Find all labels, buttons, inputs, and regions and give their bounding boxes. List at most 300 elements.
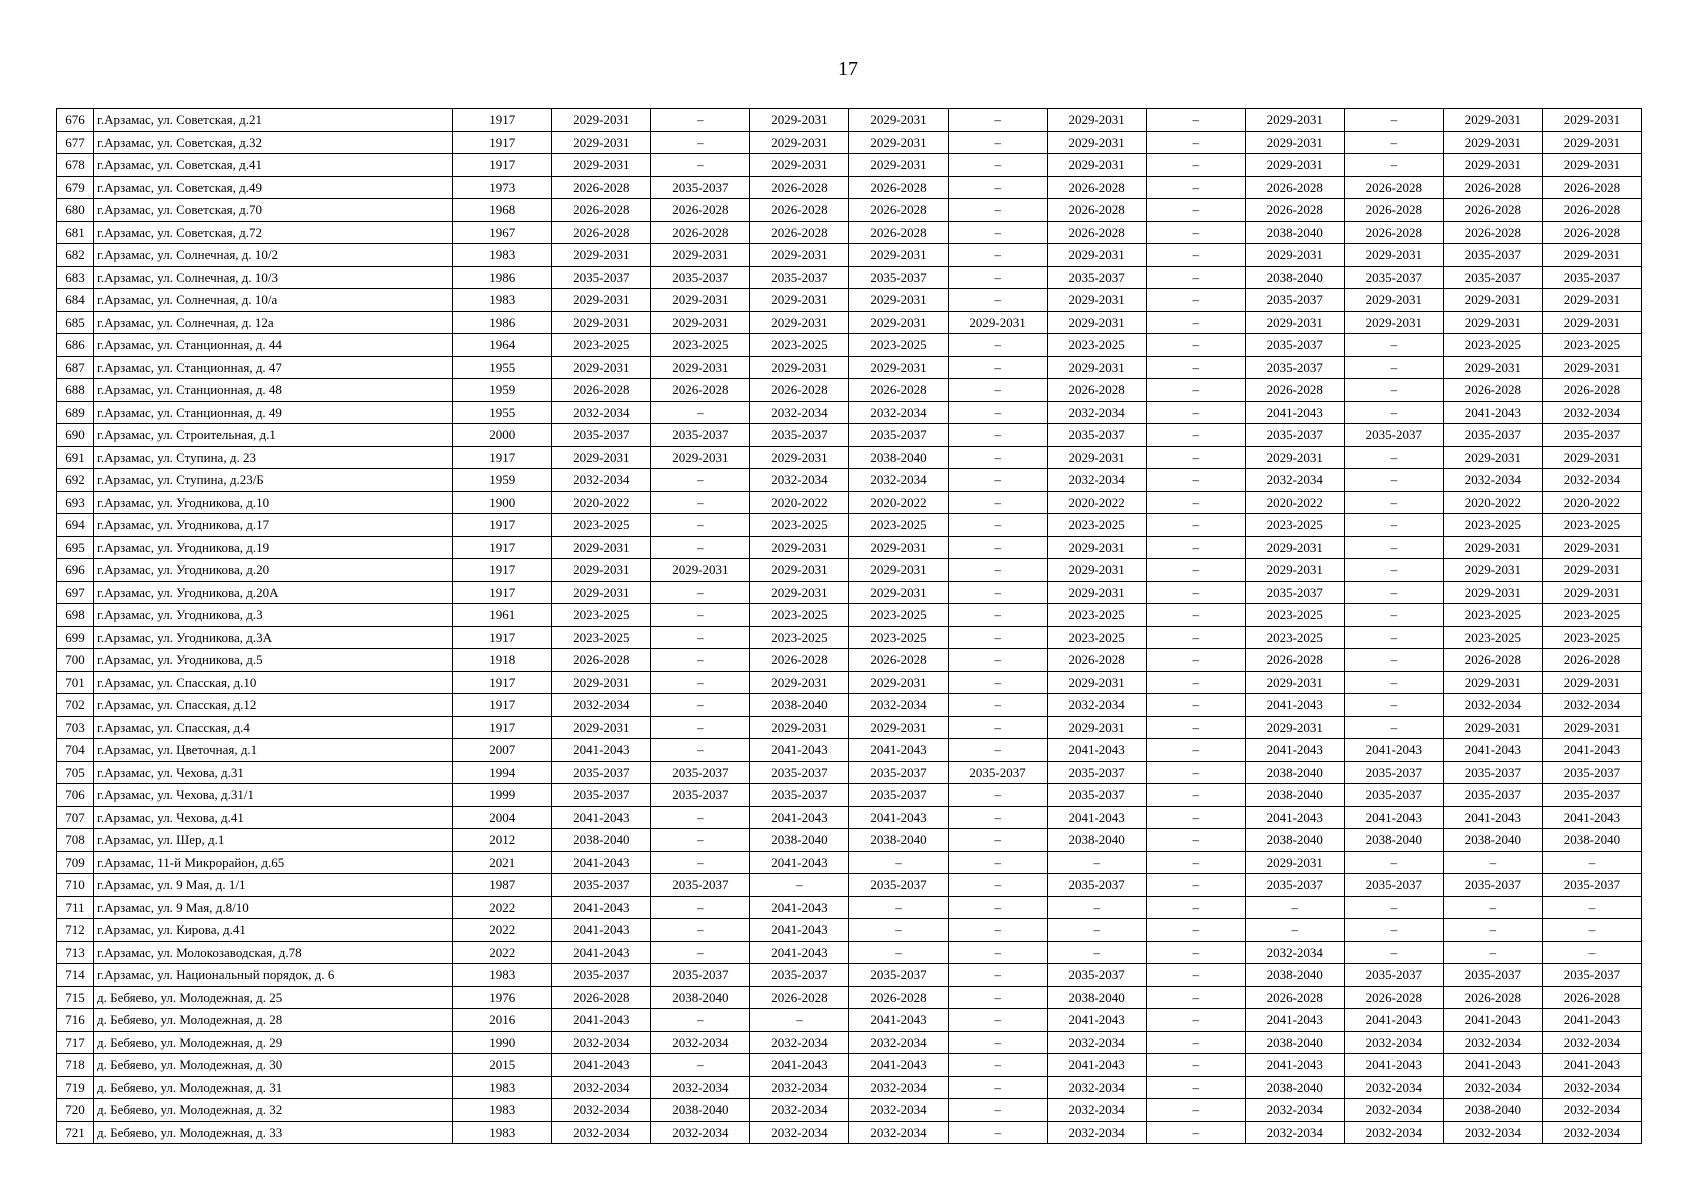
- period-cell: –: [1146, 199, 1245, 222]
- period-cell: 2032-2034: [1047, 1076, 1146, 1099]
- period-cell: 2032-2034: [1443, 1076, 1542, 1099]
- period-cell: 2029-2031: [552, 716, 651, 739]
- table-row: [57, 424, 1642, 447]
- period-cell: 2029-2031: [1542, 356, 1641, 379]
- period-cell: 2026-2028: [651, 379, 750, 402]
- period-cell: –: [1344, 379, 1443, 402]
- period-cell: 2032-2034: [552, 1076, 651, 1099]
- period-cell: –: [1146, 581, 1245, 604]
- period-cell: 2029-2031: [750, 244, 849, 267]
- period-cell: 2029-2031: [1047, 311, 1146, 334]
- year-cell: 1961: [453, 604, 552, 627]
- period-cell: 2038-2040: [552, 829, 651, 852]
- period-cell: 2026-2028: [552, 221, 651, 244]
- period-cell: –: [1146, 491, 1245, 514]
- year-cell: 1918: [453, 649, 552, 672]
- address-cell: г.Арзамас, ул. Спасская, д.4: [94, 716, 453, 739]
- period-cell: 2020-2022: [1542, 491, 1641, 514]
- period-cell: 2029-2031: [750, 356, 849, 379]
- period-cell: 2026-2028: [552, 199, 651, 222]
- period-cell: –: [1344, 851, 1443, 874]
- period-cell: –: [1245, 919, 1344, 942]
- row-number-cell: 699: [57, 626, 94, 649]
- period-cell: 2032-2034: [849, 694, 948, 717]
- period-cell: 2035-2037: [849, 784, 948, 807]
- table-row: [57, 514, 1642, 537]
- period-cell: 2038-2040: [849, 446, 948, 469]
- period-cell: 2029-2031: [1443, 581, 1542, 604]
- period-cell: 2023-2025: [1443, 604, 1542, 627]
- row-number-cell: 720: [57, 1099, 94, 1122]
- period-cell: 2032-2034: [849, 469, 948, 492]
- period-cell: –: [1146, 626, 1245, 649]
- period-cell: 2035-2037: [750, 964, 849, 987]
- period-cell: 2029-2031: [750, 716, 849, 739]
- period-cell: 2032-2034: [1443, 1031, 1542, 1054]
- period-cell: –: [1146, 1054, 1245, 1077]
- period-cell: 2029-2031: [750, 109, 849, 132]
- row-number-cell: 714: [57, 964, 94, 987]
- period-cell: 2029-2031: [651, 311, 750, 334]
- period-cell: 2029-2031: [552, 289, 651, 312]
- period-cell: –: [948, 1031, 1047, 1054]
- period-cell: –: [1344, 694, 1443, 717]
- period-cell: 2026-2028: [1443, 176, 1542, 199]
- period-cell: 2029-2031: [1245, 559, 1344, 582]
- address-cell: г.Арзамас, ул. Чехова, д.31/1: [94, 784, 453, 807]
- period-cell: 2032-2034: [651, 1121, 750, 1144]
- table-body: [57, 109, 1642, 1144]
- period-cell: 2041-2043: [1245, 806, 1344, 829]
- period-cell: 2032-2034: [1245, 1121, 1344, 1144]
- period-cell: 2029-2031: [1443, 109, 1542, 132]
- period-cell: 2035-2037: [552, 874, 651, 897]
- period-cell: 2038-2040: [1542, 829, 1641, 852]
- period-cell: 2032-2034: [651, 1076, 750, 1099]
- period-cell: –: [1146, 604, 1245, 627]
- table-row: [57, 469, 1642, 492]
- period-cell: –: [1146, 176, 1245, 199]
- address-cell: г.Арзамас, 11-й Микрорайон, д.65: [94, 851, 453, 874]
- year-cell: 1917: [453, 446, 552, 469]
- period-cell: 2029-2031: [750, 581, 849, 604]
- period-cell: 2029-2031: [849, 131, 948, 154]
- period-cell: 2032-2034: [552, 469, 651, 492]
- period-cell: 2032-2034: [1047, 1121, 1146, 1144]
- period-cell: –: [651, 536, 750, 559]
- period-cell: –: [651, 109, 750, 132]
- row-number-cell: 700: [57, 649, 94, 672]
- period-cell: 2032-2034: [1542, 469, 1641, 492]
- period-cell: 2035-2037: [1443, 874, 1542, 897]
- period-cell: –: [651, 919, 750, 942]
- period-cell: –: [1146, 514, 1245, 537]
- period-cell: –: [1146, 536, 1245, 559]
- table-row: [57, 761, 1642, 784]
- address-cell: г.Арзамас, ул. Спасская, д.10: [94, 671, 453, 694]
- row-number-cell: 721: [57, 1121, 94, 1144]
- address-cell: д. Бебяево, ул. Молодежная, д. 31: [94, 1076, 453, 1099]
- row-number-cell: 712: [57, 919, 94, 942]
- period-cell: 2029-2031: [1245, 109, 1344, 132]
- period-cell: –: [948, 671, 1047, 694]
- period-cell: 2035-2037: [1542, 761, 1641, 784]
- period-cell: –: [849, 851, 948, 874]
- address-cell: д. Бебяево, ул. Молодежная, д. 29: [94, 1031, 453, 1054]
- period-cell: 2023-2025: [1245, 626, 1344, 649]
- period-cell: –: [651, 806, 750, 829]
- period-cell: 2026-2028: [750, 649, 849, 672]
- address-cell: г.Арзамас, ул. Строительная, д.1: [94, 424, 453, 447]
- address-cell: г.Арзамас, ул. Чехова, д.41: [94, 806, 453, 829]
- period-cell: 2032-2034: [750, 1121, 849, 1144]
- period-cell: 2020-2022: [552, 491, 651, 514]
- period-cell: –: [948, 874, 1047, 897]
- table-row: [57, 739, 1642, 762]
- period-cell: 2029-2031: [651, 244, 750, 267]
- period-cell: 2029-2031: [1245, 131, 1344, 154]
- period-cell: 2029-2031: [750, 131, 849, 154]
- table-row: [57, 176, 1642, 199]
- year-cell: 1983: [453, 964, 552, 987]
- row-number-cell: 684: [57, 289, 94, 312]
- period-cell: 2026-2028: [1047, 379, 1146, 402]
- period-cell: –: [651, 896, 750, 919]
- period-cell: 2026-2028: [552, 649, 651, 672]
- period-cell: –: [948, 1121, 1047, 1144]
- period-cell: 2035-2037: [1047, 266, 1146, 289]
- period-cell: 2041-2043: [552, 851, 651, 874]
- row-number-cell: 690: [57, 424, 94, 447]
- period-cell: –: [1047, 919, 1146, 942]
- period-cell: 2029-2031: [849, 311, 948, 334]
- period-cell: 2041-2043: [1443, 401, 1542, 424]
- row-number-cell: 710: [57, 874, 94, 897]
- period-cell: 2032-2034: [1542, 1099, 1641, 1122]
- table-row: [57, 919, 1642, 942]
- period-cell: 2041-2043: [750, 806, 849, 829]
- period-cell: 2029-2031: [1542, 671, 1641, 694]
- period-cell: 2032-2034: [849, 1099, 948, 1122]
- year-cell: 1986: [453, 311, 552, 334]
- period-cell: –: [1146, 334, 1245, 357]
- period-cell: 2023-2025: [1443, 626, 1542, 649]
- period-cell: –: [1146, 986, 1245, 1009]
- period-cell: 2041-2043: [849, 739, 948, 762]
- period-cell: –: [651, 1009, 750, 1032]
- period-cell: –: [651, 491, 750, 514]
- period-cell: 2038-2040: [1245, 964, 1344, 987]
- row-number-cell: 679: [57, 176, 94, 199]
- year-cell: 1968: [453, 199, 552, 222]
- period-cell: 2032-2034: [849, 1076, 948, 1099]
- table-row: [57, 986, 1642, 1009]
- period-cell: 2026-2028: [750, 379, 849, 402]
- table-row: [57, 289, 1642, 312]
- table-row: [57, 806, 1642, 829]
- period-cell: 2035-2037: [552, 964, 651, 987]
- period-cell: 2029-2031: [849, 716, 948, 739]
- period-cell: 2029-2031: [849, 536, 948, 559]
- period-cell: 2041-2043: [849, 1009, 948, 1032]
- period-cell: 2029-2031: [1344, 244, 1443, 267]
- row-number-cell: 716: [57, 1009, 94, 1032]
- period-cell: 2029-2031: [552, 446, 651, 469]
- table-row: [57, 401, 1642, 424]
- period-cell: 2026-2028: [1245, 649, 1344, 672]
- period-cell: 2029-2031: [1047, 244, 1146, 267]
- address-cell: г.Арзамас, ул. Цветочная, д.1: [94, 739, 453, 762]
- period-cell: –: [1344, 401, 1443, 424]
- period-cell: –: [948, 244, 1047, 267]
- period-cell: 2029-2031: [750, 446, 849, 469]
- period-cell: 2029-2031: [1047, 716, 1146, 739]
- period-cell: –: [1344, 491, 1443, 514]
- period-cell: –: [651, 716, 750, 739]
- address-cell: г.Арзамас, ул. Угодникова, д.20А: [94, 581, 453, 604]
- period-cell: –: [1146, 311, 1245, 334]
- period-cell: 2041-2043: [552, 739, 651, 762]
- table-row: [57, 266, 1642, 289]
- year-cell: 1955: [453, 356, 552, 379]
- period-cell: –: [1146, 131, 1245, 154]
- address-cell: г.Арзамас, ул. Солнечная, д. 10/2: [94, 244, 453, 267]
- period-cell: –: [1146, 671, 1245, 694]
- period-cell: –: [1146, 109, 1245, 132]
- period-cell: 2035-2037: [1443, 266, 1542, 289]
- period-cell: –: [948, 424, 1047, 447]
- year-cell: 1917: [453, 536, 552, 559]
- period-cell: –: [948, 536, 1047, 559]
- period-cell: 2029-2031: [1047, 131, 1146, 154]
- year-cell: 1917: [453, 559, 552, 582]
- address-cell: г.Арзамас, ул. Солнечная, д. 12а: [94, 311, 453, 334]
- period-cell: 2026-2028: [750, 199, 849, 222]
- period-cell: 2029-2031: [651, 446, 750, 469]
- period-cell: 2023-2025: [1047, 604, 1146, 627]
- period-cell: –: [948, 716, 1047, 739]
- period-cell: –: [651, 649, 750, 672]
- period-cell: –: [1344, 514, 1443, 537]
- period-cell: –: [1344, 581, 1443, 604]
- period-cell: 2032-2034: [1542, 401, 1641, 424]
- period-cell: 2035-2037: [1344, 874, 1443, 897]
- period-cell: –: [1344, 671, 1443, 694]
- period-cell: 2026-2028: [651, 199, 750, 222]
- address-cell: г.Арзамас, ул. Станционная, д. 48: [94, 379, 453, 402]
- year-cell: 1964: [453, 334, 552, 357]
- period-cell: 2038-2040: [1245, 761, 1344, 784]
- period-cell: 2029-2031: [552, 536, 651, 559]
- period-cell: 2035-2037: [651, 176, 750, 199]
- period-cell: –: [1146, 694, 1245, 717]
- row-number-cell: 715: [57, 986, 94, 1009]
- period-cell: –: [849, 896, 948, 919]
- period-cell: 2035-2037: [750, 761, 849, 784]
- table-row: [57, 694, 1642, 717]
- period-cell: 2026-2028: [1047, 221, 1146, 244]
- row-number-cell: 687: [57, 356, 94, 379]
- period-cell: 2023-2025: [750, 334, 849, 357]
- period-cell: –: [948, 491, 1047, 514]
- period-cell: 2032-2034: [1245, 941, 1344, 964]
- period-cell: –: [948, 446, 1047, 469]
- period-cell: 2035-2037: [849, 424, 948, 447]
- period-cell: 2026-2028: [1542, 649, 1641, 672]
- period-cell: 2029-2031: [552, 109, 651, 132]
- period-cell: –: [948, 1099, 1047, 1122]
- period-cell: 2023-2025: [1047, 626, 1146, 649]
- table-row: [57, 446, 1642, 469]
- period-cell: 2029-2031: [849, 154, 948, 177]
- period-cell: 2029-2031: [948, 311, 1047, 334]
- period-cell: 2035-2037: [1047, 964, 1146, 987]
- period-cell: –: [1146, 1031, 1245, 1054]
- row-number-cell: 701: [57, 671, 94, 694]
- period-cell: –: [948, 379, 1047, 402]
- period-cell: 2020-2022: [1047, 491, 1146, 514]
- period-cell: –: [1146, 784, 1245, 807]
- period-cell: 2026-2028: [1344, 221, 1443, 244]
- period-cell: 2038-2040: [651, 986, 750, 1009]
- row-number-cell: 709: [57, 851, 94, 874]
- period-cell: 2032-2034: [1344, 1031, 1443, 1054]
- period-cell: 2029-2031: [1443, 446, 1542, 469]
- period-cell: 2041-2043: [750, 941, 849, 964]
- year-cell: 2004: [453, 806, 552, 829]
- period-cell: 2029-2031: [1047, 536, 1146, 559]
- period-cell: –: [849, 919, 948, 942]
- table-row: [57, 1031, 1642, 1054]
- period-cell: –: [948, 1076, 1047, 1099]
- period-cell: 2035-2037: [849, 266, 948, 289]
- period-cell: 2032-2034: [1443, 469, 1542, 492]
- period-cell: –: [1542, 919, 1641, 942]
- period-cell: 2032-2034: [1542, 1031, 1641, 1054]
- period-cell: 2023-2025: [1443, 334, 1542, 357]
- row-number-cell: 692: [57, 469, 94, 492]
- year-cell: 1917: [453, 671, 552, 694]
- period-cell: 2029-2031: [1542, 536, 1641, 559]
- year-cell: 2022: [453, 941, 552, 964]
- period-cell: 2032-2034: [750, 401, 849, 424]
- period-cell: 2035-2037: [1542, 266, 1641, 289]
- period-cell: 2041-2043: [552, 941, 651, 964]
- year-cell: 1917: [453, 716, 552, 739]
- period-cell: 2029-2031: [1443, 716, 1542, 739]
- period-cell: 2026-2028: [849, 221, 948, 244]
- period-cell: 2029-2031: [651, 559, 750, 582]
- year-cell: 2000: [453, 424, 552, 447]
- period-cell: –: [948, 626, 1047, 649]
- period-cell: 2038-2040: [750, 829, 849, 852]
- table-row: [57, 784, 1642, 807]
- year-cell: 1983: [453, 1099, 552, 1122]
- year-cell: 2021: [453, 851, 552, 874]
- period-cell: 2035-2037: [651, 266, 750, 289]
- year-cell: 2007: [453, 739, 552, 762]
- period-cell: 2026-2028: [750, 176, 849, 199]
- row-number-cell: 705: [57, 761, 94, 784]
- period-cell: 2041-2043: [849, 1054, 948, 1077]
- period-cell: 2026-2028: [1443, 379, 1542, 402]
- period-cell: –: [750, 874, 849, 897]
- period-cell: 2041-2043: [1443, 1054, 1542, 1077]
- period-cell: –: [1344, 941, 1443, 964]
- period-cell: 2035-2037: [1245, 356, 1344, 379]
- period-cell: 2029-2031: [1443, 131, 1542, 154]
- period-cell: 2035-2037: [948, 761, 1047, 784]
- address-cell: г.Арзамас, ул. Угодникова, д.3А: [94, 626, 453, 649]
- year-cell: 1917: [453, 131, 552, 154]
- address-cell: г.Арзамас, ул. Станционная, д. 49: [94, 401, 453, 424]
- period-cell: –: [1146, 244, 1245, 267]
- period-cell: 2020-2022: [1245, 491, 1344, 514]
- row-number-cell: 688: [57, 379, 94, 402]
- period-cell: –: [1542, 851, 1641, 874]
- period-cell: 2035-2037: [1542, 784, 1641, 807]
- period-cell: 2029-2031: [849, 244, 948, 267]
- period-cell: 2023-2025: [849, 514, 948, 537]
- period-cell: 2029-2031: [1047, 671, 1146, 694]
- period-cell: 2026-2028: [750, 221, 849, 244]
- address-cell: г.Арзамас, ул. Угодникова, д.5: [94, 649, 453, 672]
- row-number-cell: 707: [57, 806, 94, 829]
- period-cell: 2029-2031: [750, 289, 849, 312]
- row-number-cell: 696: [57, 559, 94, 582]
- period-cell: –: [1146, 941, 1245, 964]
- period-cell: 2041-2043: [1245, 739, 1344, 762]
- period-cell: 2026-2028: [1344, 176, 1443, 199]
- period-cell: 2038-2040: [1245, 266, 1344, 289]
- table-row: [57, 581, 1642, 604]
- period-cell: 2029-2031: [750, 154, 849, 177]
- period-cell: 2029-2031: [1047, 559, 1146, 582]
- period-cell: –: [948, 919, 1047, 942]
- address-cell: д. Бебяево, ул. Молодежная, д. 32: [94, 1099, 453, 1122]
- page-number: 17: [838, 58, 858, 80]
- period-cell: 2029-2031: [849, 559, 948, 582]
- period-cell: 2035-2037: [552, 761, 651, 784]
- period-cell: 2041-2043: [552, 1009, 651, 1032]
- row-number-cell: 693: [57, 491, 94, 514]
- period-cell: –: [948, 514, 1047, 537]
- address-cell: г.Арзамас, ул. Советская, д.41: [94, 154, 453, 177]
- period-cell: –: [651, 941, 750, 964]
- period-cell: 2020-2022: [1443, 491, 1542, 514]
- period-cell: 2023-2025: [1443, 514, 1542, 537]
- address-cell: г.Арзамас, ул. Станционная, д. 47: [94, 356, 453, 379]
- period-cell: 2035-2037: [1344, 964, 1443, 987]
- row-number-cell: 686: [57, 334, 94, 357]
- period-cell: –: [1344, 469, 1443, 492]
- year-cell: 1983: [453, 244, 552, 267]
- period-cell: 2026-2028: [849, 379, 948, 402]
- period-cell: –: [948, 986, 1047, 1009]
- table-row: [57, 1076, 1642, 1099]
- period-cell: 2038-2040: [1245, 784, 1344, 807]
- address-cell: г.Арзамас, ул. Угодникова, д.19: [94, 536, 453, 559]
- table-row: [57, 1054, 1642, 1077]
- row-number-cell: 706: [57, 784, 94, 807]
- schedule-table: [56, 108, 1642, 1144]
- period-cell: –: [1344, 649, 1443, 672]
- period-cell: 2035-2037: [1443, 424, 1542, 447]
- period-cell: 2029-2031: [849, 671, 948, 694]
- period-cell: 2029-2031: [1245, 244, 1344, 267]
- period-cell: 2041-2043: [849, 806, 948, 829]
- period-cell: –: [948, 469, 1047, 492]
